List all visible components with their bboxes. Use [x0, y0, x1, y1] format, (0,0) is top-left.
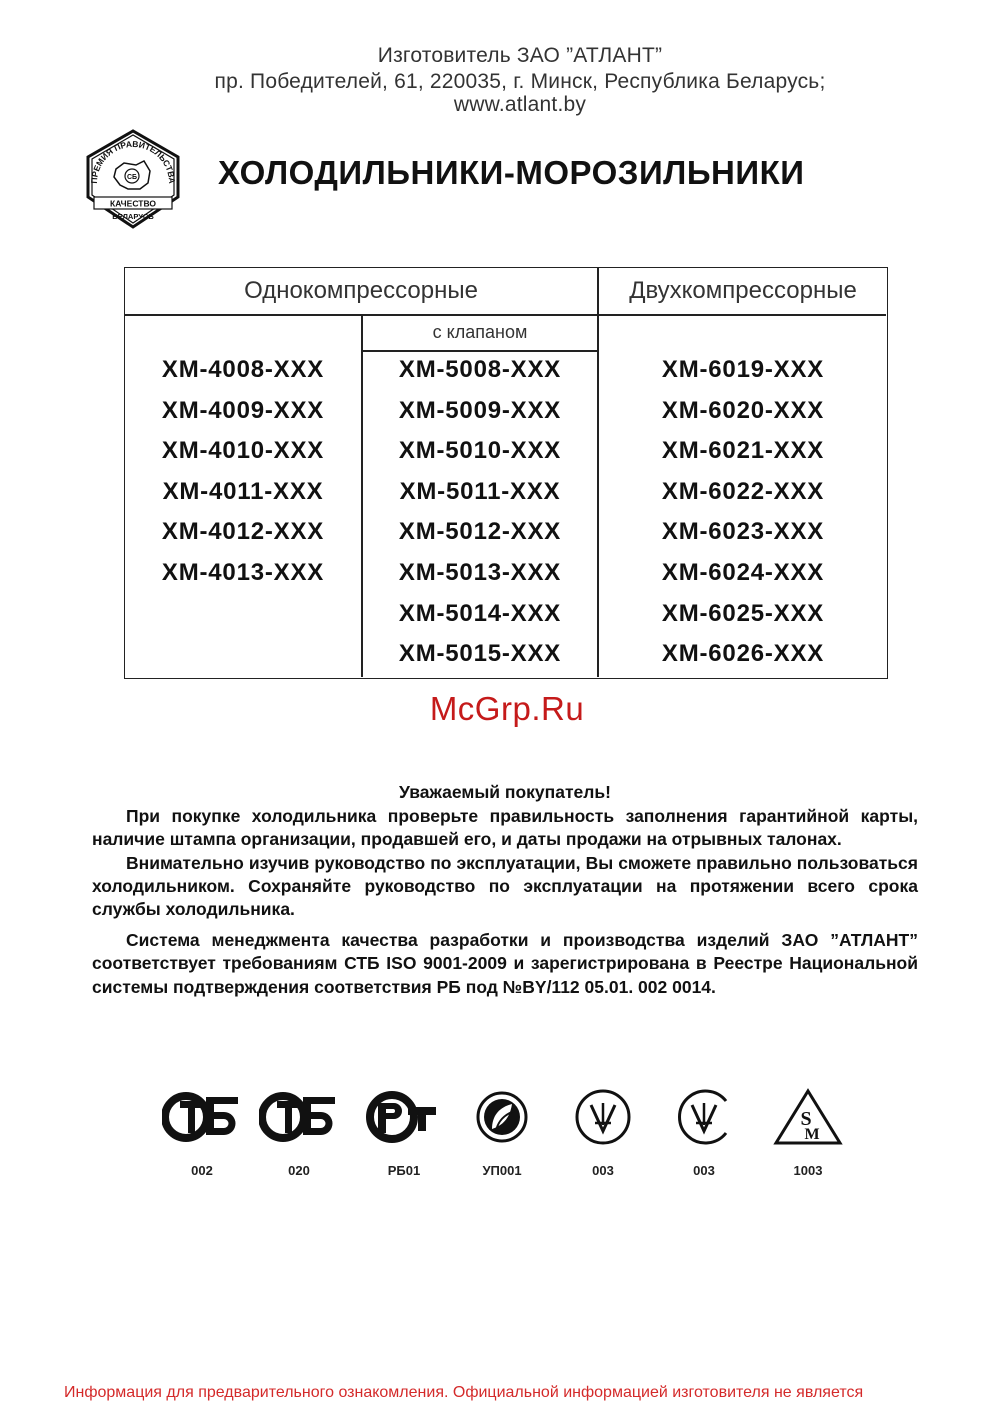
- address-line: пр. Победителей, 61, 220035, г. Минск, Республика Беларусь;: [214, 70, 826, 93]
- model-item: ХМ-6023-ХХХ: [661, 518, 825, 546]
- certification-mark: [364, 1087, 444, 1178]
- model-item: ХМ-5012-ХХХ: [398, 518, 562, 546]
- certification-mark: [259, 1087, 339, 1178]
- dual-compressor-header: Двухкомпрессорные: [629, 277, 857, 304]
- notice-paragraph: При покупке холодильника проверьте правильность заполнения гарантийной карты, наличие штампа организации, продавшей его, и даты продажи на отрывных талонах.: [92, 806, 918, 850]
- watermark-text: McGrp.Ru: [429, 690, 585, 727]
- model-item: ХМ-4010-ХХХ: [161, 437, 325, 465]
- table-divider: [125, 314, 886, 316]
- model-item: ХМ-6024-ХХХ: [661, 558, 825, 586]
- model-item: ХМ-6020-ХХХ: [661, 396, 825, 424]
- model-item: ХМ-4013-ХХХ: [161, 558, 325, 586]
- model-item: ХМ-5011-ХХХ: [399, 477, 561, 505]
- valve-model-list: [363, 350, 597, 675]
- document-title: ХОЛОДИЛЬНИКИ-МОРОЗИЛЬНИКИ: [218, 154, 805, 191]
- certification-mark: [664, 1087, 744, 1178]
- model-item: ХМ-6022-ХХХ: [661, 477, 825, 505]
- greeting: Уважаемый покупатель!: [399, 782, 611, 802]
- certification-mark: [768, 1087, 848, 1178]
- rst-mark-icon: [364, 1087, 444, 1147]
- quality-prize-seal-icon: [80, 127, 186, 233]
- round-leaf-mark-icon: [462, 1087, 542, 1147]
- svg-text:S: S: [800, 1108, 812, 1130]
- valve-subheader: с клапаном: [432, 322, 528, 342]
- stb-mark-icon: [259, 1087, 339, 1147]
- cert-code: 1003: [793, 1163, 823, 1178]
- dual-model-list: [599, 350, 887, 675]
- model-item: ХМ-5015-ХХХ: [398, 640, 562, 668]
- model-item: ХМ-4011-ХХХ: [162, 477, 324, 505]
- model-item: ХМ-4008-ХХХ: [161, 356, 325, 383]
- svg-text:ПРЕМИЯ ПРАВИТЕЛЬСТВА: ПРЕМИЯ ПРАВИТЕЛЬСТВА: [88, 138, 178, 184]
- cert-code: РБ01: [387, 1163, 421, 1178]
- cert-code: 002: [191, 1163, 213, 1178]
- single-model-list: [125, 350, 361, 594]
- cert-code: УП001: [482, 1163, 522, 1178]
- certification-mark: [162, 1087, 242, 1178]
- model-item: ХМ-5009-ХХХ: [398, 396, 562, 424]
- ukraine-trident-mark-open-icon: [664, 1087, 744, 1147]
- svg-text:БЕЛАРУСЬ: БЕЛАРУСЬ: [112, 212, 154, 221]
- buyer-notice: [92, 805, 918, 921]
- website-line: www.atlant.by: [453, 93, 587, 116]
- single-compressor-header: Однокомпрессорные: [244, 277, 478, 304]
- model-item: ХМ-4009-ХХХ: [161, 396, 325, 424]
- cert-code: 020: [288, 1163, 310, 1178]
- svg-text:КАЧЕСТВО: КАЧЕСТВО: [110, 198, 156, 209]
- stb-mark-icon: [162, 1087, 242, 1147]
- model-item: ХМ-6025-ХХХ: [661, 599, 825, 627]
- certification-mark: [563, 1087, 643, 1178]
- model-item: ХМ-6021-ХХХ: [661, 437, 825, 465]
- notice-paragraph: Внимательно изучив руководство по эксплуатации, Вы сможете правильно пользоваться холодильником. Сохраняйте руководство по эксплуатации на протяжении всего срока службы холодильника.: [92, 852, 918, 920]
- model-item: ХМ-6019-ХХХ: [661, 356, 825, 383]
- svg-text:СБ: СБ: [126, 174, 138, 181]
- disclaimer-note: Информация для предварительного ознакомления. Официальной информацией изготовителя не является: [64, 1384, 864, 1401]
- svg-text:M: M: [804, 1126, 820, 1143]
- model-item: ХМ-6026-ХХХ: [661, 640, 825, 668]
- model-item: ХМ-4012-ХХХ: [161, 518, 325, 546]
- cert-code: 003: [592, 1163, 614, 1178]
- model-table: [124, 267, 888, 679]
- cert-code: 003: [693, 1163, 715, 1178]
- model-item: ХМ-5014-ХХХ: [398, 599, 562, 627]
- manufacturer-line: Изготовитель ЗАО ”АТЛАНТ”: [377, 44, 663, 67]
- ukraine-trident-mark-icon: [563, 1087, 643, 1147]
- certification-mark: [462, 1087, 542, 1178]
- quality-system-notice: [92, 929, 918, 999]
- notice-paragraph: Система менеджмента качества разработки и производства изделий ЗАО ”АТЛАНТ” соответствует требованиям СТБ ISO 9001-2009 и зарегистрирована в Реестре Национальной системы подтверждения соответствия РБ под №BY/112 05.01. 002 0014.: [92, 930, 918, 997]
- model-item: ХМ-5013-ХХХ: [398, 558, 562, 586]
- model-item: ХМ-5008-ХХХ: [398, 356, 562, 383]
- sm-triangle-mark-icon: [768, 1087, 848, 1147]
- model-item: ХМ-5010-ХХХ: [398, 437, 562, 465]
